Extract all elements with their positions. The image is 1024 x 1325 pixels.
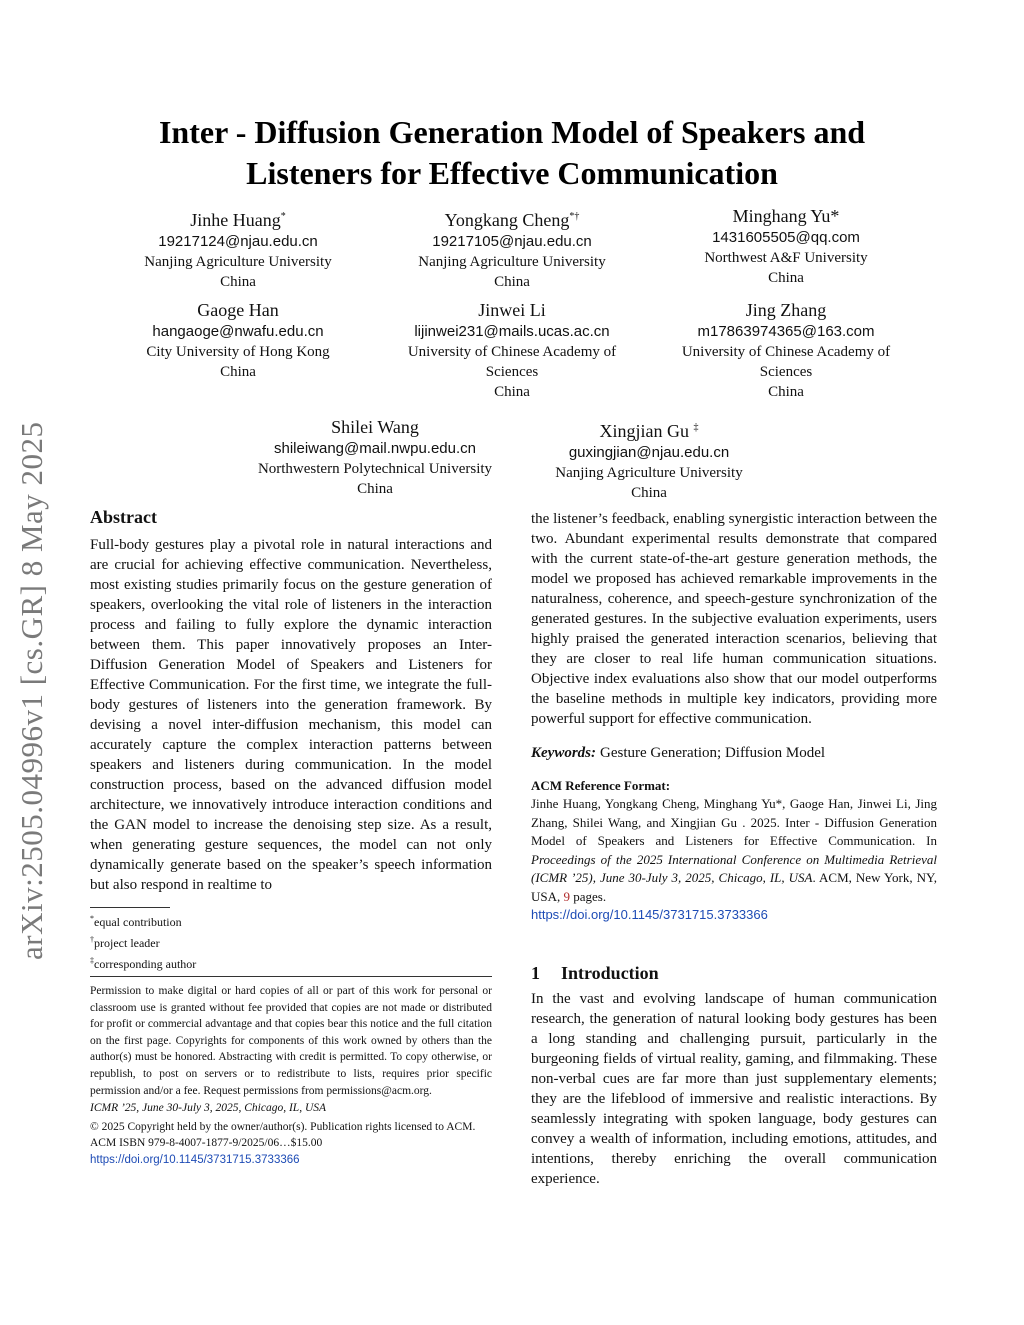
title-line-1: Inter - Diffusion Generation Model of Speakers and [158,114,866,150]
keywords [531,743,937,763]
author-affiliation: Northwest A&F University [704,250,868,266]
author-name: Xingjian Gu [599,421,694,441]
author-affiliation: Nanjing Agriculture University [144,254,332,270]
footnote-divider [90,907,170,908]
author-block-6 [641,299,931,402]
author-affiliation: City University of Hong Kong [146,344,330,360]
conference-info: ICMR ’25, June 30-July 3, 2025, Chicago, IL, USA [90,1102,327,1115]
permission-block [90,976,492,1169]
author-affiliation: Nanjing Agriculture University [555,465,743,481]
left-column [90,505,492,973]
author-name: Minghang Yu* [732,206,840,226]
abstract-text-right: the listener’s feedback, enabling synergistic interaction between the two. Abundant experimental results demonstrate that compared with the current state-of-the-art gesture generation methods, the model we proposed has achieved remarkable improvements in the naturalness, coherence, and speech-gesture synchronization of the generated gestures. In the subjective evaluation experiments, users highly praised the generated interaction scenarios, believing that they are closer to real life human communication situations. Objective index evaluations also show that our model outperforms the baseline methods in multiple key indicators, providing more powerful support for effective communication. [531,511,937,727]
section-number: 1 [531,962,540,983]
author-block-1 [93,205,383,292]
author-email[interactable]: 1431605505@qq.com [712,229,860,246]
author-email[interactable]: hangaoge@nwafu.edu.cn [152,323,324,340]
section-title: Introduction [561,962,659,983]
author-affiliation-2: Sciences [485,364,539,380]
author-block-8 [504,416,794,503]
author-name: Jinhe Huang [190,210,281,230]
author-block-2 [367,205,657,292]
author-email[interactable]: m17863974365@163.com [697,323,875,340]
author-mark: * [280,211,286,222]
arxiv-identifier: arXiv:2505.04996v1 [cs.GR] 8 May 2025 [14,421,49,960]
author-affiliation-2: Sciences [759,364,813,380]
copyright-notice: © 2025 Copyright held by the owner/author(s). Publication rights licensed to ACM. [90,1120,476,1133]
author-email[interactable]: lijinwei231@mails.ucas.ac.cn [414,323,610,340]
title-line-2: Listeners for Effective Communication [246,155,778,191]
author-country: China [631,485,667,501]
acm-reference-proceedings: Proceedings of the 2025 International Conference on Multimedia Retrieval (ICMR ’25), June 30-July 3, 2025, Chicago, IL, USA [531,851,937,885]
acm-reference-text: Jinhe Huang, Yongkang Cheng, Minghang Yu*, Gaoge Han, Jinwei Li, Jing Zhang, Shilei Wang, and Xingjian Gu . 2025. Inter - Diffusion Generation Model of Speakers and Listeners for Effective Communication. In Proceedings of the 2025 International Conference on Multimedia Retrieval (ICMR ’25), June 30-July 3, 2025, Chicago, IL, USA. ACM, New York, NY, USA, 9 pages. https://doi.org/10.1145/3731715.3733366 [531,796,937,922]
author-affiliation: University of Chinese Academy of [407,344,617,360]
footnote-item: †project leader [90,935,160,950]
author-mark: ‡ [693,422,699,433]
footnote-item: ‡corresponding author [90,956,197,971]
author-name: Yongkang Cheng [444,210,570,230]
author-country: China [494,384,530,400]
author-country: China [220,274,256,290]
isbn: ACM ISBN 979-8-4007-1877-9/2025/06…$15.00 [90,1137,323,1150]
author-country: China [768,384,804,400]
acm-reference-heading: ACM Reference Format: [531,778,671,793]
author-block-7 [230,416,520,499]
doi-link[interactable]: https://doi.org/10.1145/3731715.3733366 [90,1153,300,1166]
author-affiliation: Nanjing Agriculture University [418,254,606,270]
footnote-item: *equal contribution [90,914,182,929]
page-count-link[interactable]: 9 [563,888,571,904]
right-column [531,509,937,1189]
author-mark: *† [569,211,580,222]
acm-reference-doi-link[interactable]: https://doi.org/10.1145/3731715.3733366 [531,907,768,922]
author-country: China [768,270,804,286]
author-country: China [357,481,393,497]
author-name: Gaoge Han [197,300,279,320]
author-country: China [494,274,530,290]
author-email[interactable]: 19217105@njau.edu.cn [432,233,592,250]
permission-text: Permission to make digital or hard copies of all or part of this work for personal or classroom use is granted without fee provided that copies are not made or distributed for profit or commercial advantage and that copies bear this notice and the full citation on the first page. Copyrights for components of this work owned by others than the author(s) must be honored. Abstracting with credit is permitted. To copy otherwise, or republish, to post on servers or to redistribute to lists, requires prior specific permission and/or a fee. Request permissions from permissions@acm.org. [90,985,492,1097]
author-block-5 [367,299,657,402]
author-name: Jing Zhang [745,300,827,320]
author-name: Shilei Wang [331,417,419,437]
author-affiliation: Northwestern Polytechnical University [257,461,493,477]
author-email[interactable]: 19217124@njau.edu.cn [158,233,318,250]
author-block-4 [93,299,383,382]
introduction-text: In the vast and evolving landscape of human communication research, the generation of natural looking body gestures has been a long standing and challenging pursuit, particularly in the burgeoning fields of virtual reality, gaming, and filmmaking. These non-verbal cues are far more than just supplementary elements; they are the lifeblood of immersive and realistic interactions. By seamlessly integrating with spoken language, body gestures can convey a wealth of information, including emotions, attitudes, and intentions, thereby enriching the overall communication experience. [531,990,937,1187]
author-country: China [220,364,256,380]
author-block-3 [641,205,931,288]
keywords-label: Keywords: [531,745,596,761]
author-email[interactable]: guxingjian@njau.edu.cn [568,444,730,461]
paper-title [90,112,934,194]
author-email[interactable]: shileiwang@mail.nwpu.edu.cn [273,440,476,457]
footnotes [90,910,492,973]
keywords-text: Gesture Generation; Diffusion Model [600,745,826,761]
author-affiliation: University of Chinese Academy of [681,344,891,360]
introduction-heading [531,961,937,985]
abstract-text-left: Full-body gestures play a pivotal role in natural interactions and are crucial for achieving effective communication. Nevertheless, most existing studies primarily focus on the gesture generation of speakers, overlooking the vital role of listeners in the interaction process and failing to fully explore the dynamic interaction between them. This paper innovatively proposes an Inter-Diffusion Generation Model of Speakers and Listeners for Effective Communication. For the first time, we integrate the full-body gestures of listeners into the generation framework. By devising a novel inter-diffusion mechanism, this model can accurately capture the complex interaction patterns between speakers and listeners during communication. In the model construction process, based on the advanced diffusion model architecture, we innovatively introduce interaction conditions and the GAN model to increase the denoising step size. As a result, when generating gesture sequences, the model can not only dynamically generate based on the speaker’s speech information but also respond in realtime to [90,537,492,893]
author-name: Jinwei Li [478,300,546,320]
abstract-heading: Abstract [90,507,157,527]
